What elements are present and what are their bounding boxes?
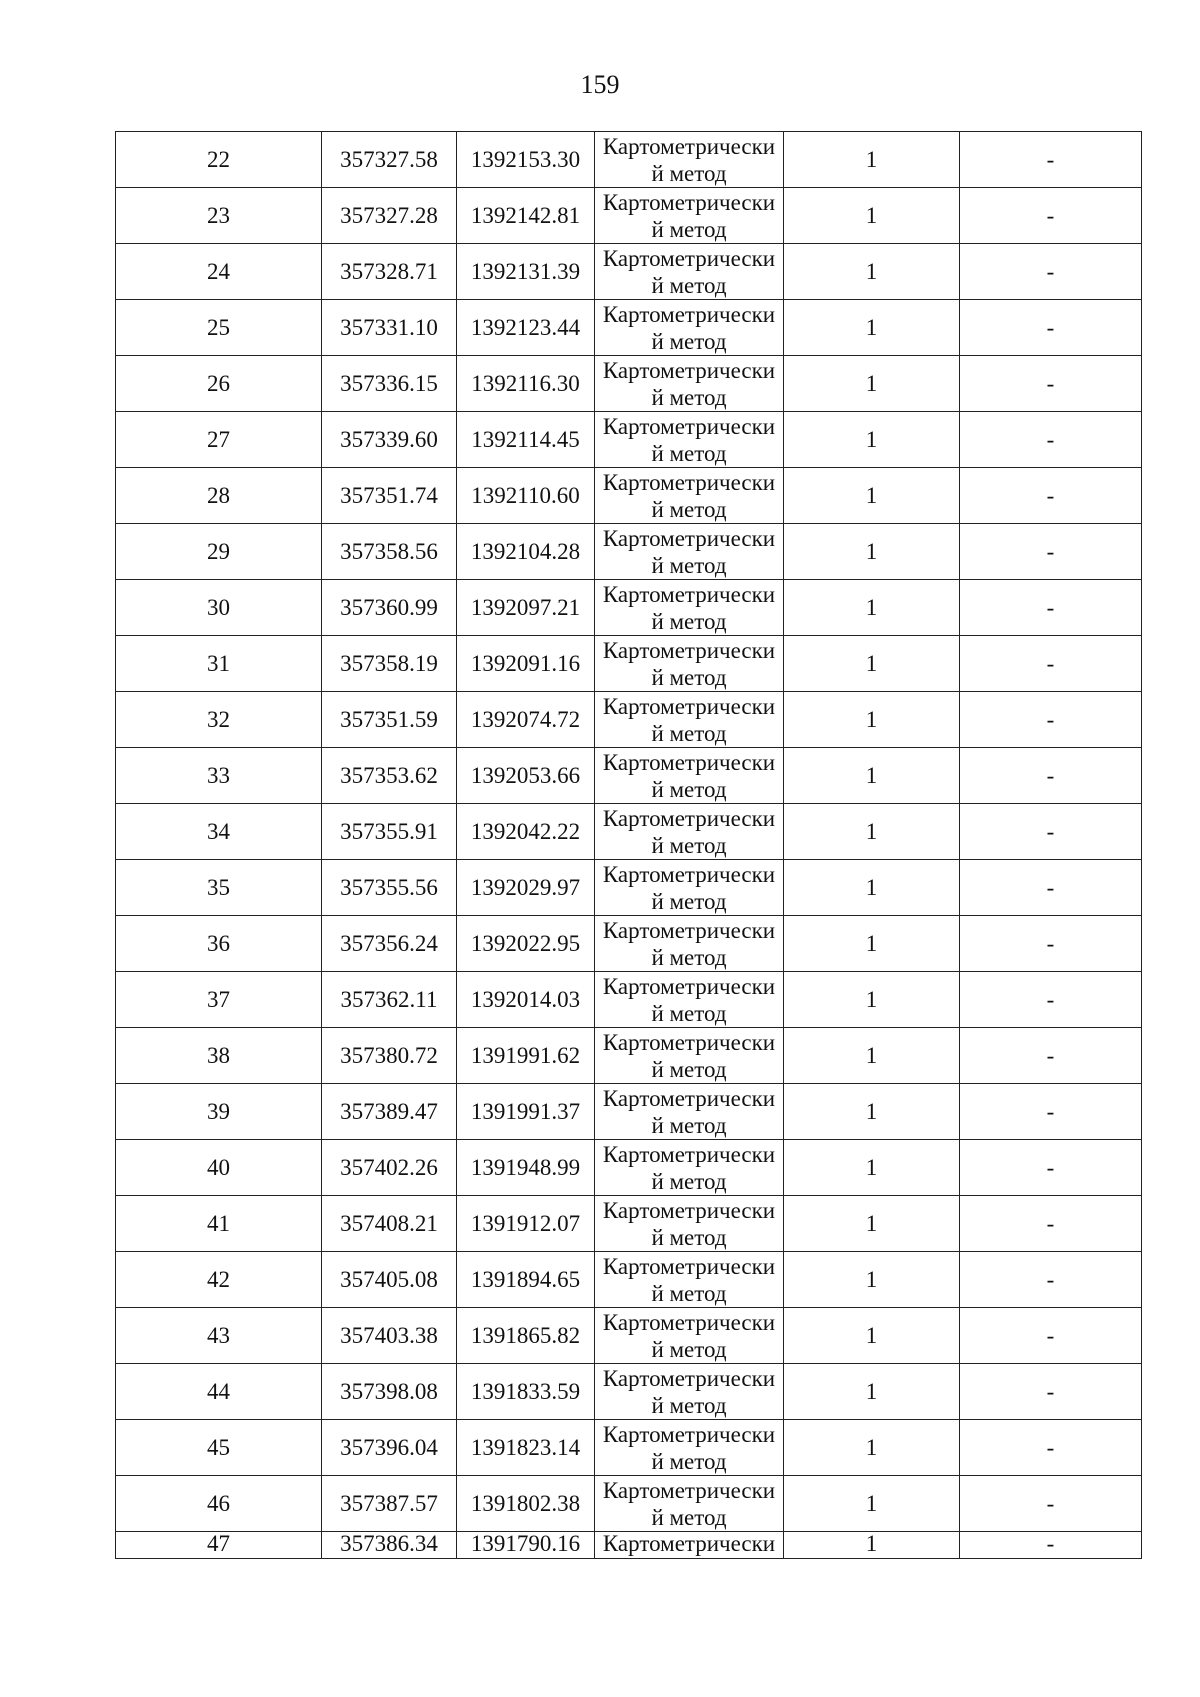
- y-coordinate-cell: 1391991.62: [457, 1028, 595, 1084]
- method-cell: [595, 188, 784, 244]
- note-cell: -: [960, 244, 1142, 300]
- note-cell: -: [960, 132, 1142, 188]
- accuracy-cell: 1: [784, 748, 960, 804]
- point-number-cell: 41: [116, 1196, 322, 1252]
- table-row: [116, 1420, 1142, 1476]
- table-row: [116, 1532, 1142, 1559]
- point-number-cell: 27: [116, 412, 322, 468]
- y-coordinate-cell: 1391790.16: [457, 1532, 595, 1559]
- accuracy-cell: 1: [784, 860, 960, 916]
- method-line-2: й метод: [651, 1112, 727, 1138]
- x-coordinate-cell: 357351.59: [322, 692, 457, 748]
- table-row: [116, 1308, 1142, 1364]
- x-coordinate-cell: 357356.24: [322, 916, 457, 972]
- x-coordinate-cell: 357403.38: [322, 1308, 457, 1364]
- accuracy-cell: 1: [784, 1196, 960, 1252]
- accuracy-cell: 1: [784, 692, 960, 748]
- x-coordinate-cell: 357351.74: [322, 468, 457, 524]
- accuracy-cell: 1: [784, 1028, 960, 1084]
- method-line-2: й метод: [651, 888, 727, 914]
- table-row: [116, 580, 1142, 636]
- y-coordinate-cell: 1391948.99: [457, 1140, 595, 1196]
- method-cell: [595, 748, 784, 804]
- method-line-1: Картометрически: [602, 413, 776, 439]
- note-cell: -: [960, 1532, 1142, 1559]
- note-cell: -: [960, 1084, 1142, 1140]
- method-cell: [595, 1140, 784, 1196]
- method-line-2: й метод: [651, 1000, 727, 1026]
- method-line-1: Картометрически: [602, 245, 776, 271]
- method-cell: [595, 1420, 784, 1476]
- point-number-cell: 33: [116, 748, 322, 804]
- accuracy-cell: 1: [784, 468, 960, 524]
- accuracy-cell: 1: [784, 356, 960, 412]
- note-cell: -: [960, 1364, 1142, 1420]
- note-cell: -: [960, 636, 1142, 692]
- y-coordinate-cell: 1392116.30: [457, 356, 595, 412]
- accuracy-cell: 1: [784, 244, 960, 300]
- method-line-2: й метод: [651, 1056, 727, 1082]
- note-cell: -: [960, 468, 1142, 524]
- table-row: [116, 1028, 1142, 1084]
- accuracy-cell: 1: [784, 524, 960, 580]
- table-row: [116, 860, 1142, 916]
- y-coordinate-cell: 1392114.45: [457, 412, 595, 468]
- method-line-2: й метод: [651, 440, 727, 466]
- y-coordinate-cell: 1392153.30: [457, 132, 595, 188]
- point-number-cell: 40: [116, 1140, 322, 1196]
- y-coordinate-cell: 1392142.81: [457, 188, 595, 244]
- y-coordinate-cell: 1391833.59: [457, 1364, 595, 1420]
- method-line-1: Картометрически: [602, 749, 776, 775]
- method-cell: [595, 860, 784, 916]
- note-cell: -: [960, 804, 1142, 860]
- x-coordinate-cell: 357358.19: [322, 636, 457, 692]
- y-coordinate-cell: 1392104.28: [457, 524, 595, 580]
- method-line-2: й метод: [651, 160, 727, 186]
- method-cell: [595, 132, 784, 188]
- method-cell: [595, 1308, 784, 1364]
- page-number: 159: [580, 70, 620, 99]
- accuracy-cell: 1: [784, 972, 960, 1028]
- accuracy-cell: 1: [784, 412, 960, 468]
- method-line-2: й метод: [651, 216, 727, 242]
- method-line-1: Картометрически: [602, 805, 776, 831]
- note-cell: -: [960, 1308, 1142, 1364]
- accuracy-cell: 1: [784, 1140, 960, 1196]
- note-cell: -: [960, 300, 1142, 356]
- accuracy-cell: 1: [784, 1308, 960, 1364]
- x-coordinate-cell: 357389.47: [322, 1084, 457, 1140]
- y-coordinate-cell: 1392131.39: [457, 244, 595, 300]
- x-coordinate-cell: 357358.56: [322, 524, 457, 580]
- method-cell: [595, 468, 784, 524]
- method-line-2: й метод: [651, 384, 727, 410]
- method-cell: [595, 244, 784, 300]
- point-number-cell: 26: [116, 356, 322, 412]
- method-cell: [595, 356, 784, 412]
- method-line-1: Картометрически: [602, 525, 776, 551]
- method-line-1: Картометрически: [602, 1309, 776, 1335]
- y-coordinate-cell: 1392029.97: [457, 860, 595, 916]
- x-coordinate-cell: 357362.11: [322, 972, 457, 1028]
- x-coordinate-cell: 357327.58: [322, 132, 457, 188]
- x-coordinate-cell: 357353.62: [322, 748, 457, 804]
- method-line-1: Картометрически: [602, 189, 776, 215]
- point-number-cell: 31: [116, 636, 322, 692]
- note-cell: -: [960, 1196, 1142, 1252]
- x-coordinate-cell: 357380.72: [322, 1028, 457, 1084]
- note-cell: -: [960, 412, 1142, 468]
- point-number-cell: 39: [116, 1084, 322, 1140]
- x-coordinate-cell: 357355.56: [322, 860, 457, 916]
- point-number-cell: 35: [116, 860, 322, 916]
- method-line-1: Картометрически: [602, 1029, 776, 1055]
- method-cell: [595, 1084, 784, 1140]
- point-number-cell: 47: [116, 1532, 322, 1559]
- note-cell: -: [960, 1420, 1142, 1476]
- accuracy-cell: 1: [784, 1252, 960, 1308]
- point-number-cell: 45: [116, 1420, 322, 1476]
- note-cell: -: [960, 916, 1142, 972]
- note-cell: -: [960, 1476, 1142, 1532]
- method-cell: [595, 1196, 784, 1252]
- table-row: [116, 1196, 1142, 1252]
- point-number-cell: 44: [116, 1364, 322, 1420]
- y-coordinate-cell: 1392053.66: [457, 748, 595, 804]
- y-coordinate-cell: 1391912.07: [457, 1196, 595, 1252]
- accuracy-cell: 1: [784, 132, 960, 188]
- table-row: [116, 916, 1142, 972]
- method-line-1: Картометрически: [602, 917, 776, 943]
- table-row: [116, 300, 1142, 356]
- note-cell: -: [960, 1028, 1142, 1084]
- y-coordinate-cell: 1391894.65: [457, 1252, 595, 1308]
- x-coordinate-cell: 357328.71: [322, 244, 457, 300]
- method-line-2: й метод: [651, 720, 727, 746]
- method-line-2: й метод: [651, 832, 727, 858]
- method-cell: [595, 972, 784, 1028]
- method-line-1: Картометрически: [602, 637, 776, 663]
- table-row: [116, 468, 1142, 524]
- method-cell: [595, 1476, 784, 1532]
- note-cell: -: [960, 580, 1142, 636]
- accuracy-cell: 1: [784, 580, 960, 636]
- table-row: [116, 804, 1142, 860]
- table-row: [116, 748, 1142, 804]
- note-cell: -: [960, 748, 1142, 804]
- accuracy-cell: 1: [784, 1476, 960, 1532]
- table-row: [116, 524, 1142, 580]
- table-row: [116, 188, 1142, 244]
- method-line-1: Картометрически: [602, 1253, 776, 1279]
- x-coordinate-cell: 357331.10: [322, 300, 457, 356]
- method-line-2: й метод: [651, 608, 727, 634]
- table-row: [116, 356, 1142, 412]
- table-row: [116, 1252, 1142, 1308]
- accuracy-cell: 1: [784, 916, 960, 972]
- point-number-cell: 38: [116, 1028, 322, 1084]
- x-coordinate-cell: 357355.91: [322, 804, 457, 860]
- x-coordinate-cell: 357339.60: [322, 412, 457, 468]
- method-line-2: й метод: [651, 1280, 727, 1306]
- y-coordinate-cell: 1391823.14: [457, 1420, 595, 1476]
- x-coordinate-cell: 357336.15: [322, 356, 457, 412]
- table-row: [116, 1140, 1142, 1196]
- method-line-1: Картометрически: [602, 301, 776, 327]
- note-cell: -: [960, 972, 1142, 1028]
- accuracy-cell: 1: [784, 1532, 960, 1559]
- method-cell: [595, 692, 784, 748]
- method-line-2: й метод: [651, 272, 727, 298]
- table-row: [116, 636, 1142, 692]
- x-coordinate-cell: 357327.28: [322, 188, 457, 244]
- method-line-1: Картометрически: [602, 1141, 776, 1167]
- note-cell: -: [960, 1140, 1142, 1196]
- point-number-cell: 29: [116, 524, 322, 580]
- point-number-cell: 25: [116, 300, 322, 356]
- method-line-2: й метод: [651, 328, 727, 354]
- method-cell: [595, 636, 784, 692]
- method-line-1: Картометрически: [602, 1477, 776, 1503]
- method-cell: [595, 580, 784, 636]
- point-number-cell: 34: [116, 804, 322, 860]
- method-line-1: Картометрически: [602, 1085, 776, 1111]
- table-row: [116, 412, 1142, 468]
- method-line-1: Картометрически: [602, 1365, 776, 1391]
- method-line-1: Картометрически: [602, 1197, 776, 1223]
- point-number-cell: 46: [116, 1476, 322, 1532]
- point-number-cell: 23: [116, 188, 322, 244]
- point-number-cell: 30: [116, 580, 322, 636]
- note-cell: -: [960, 860, 1142, 916]
- method-line-2: й метод: [651, 1168, 727, 1194]
- x-coordinate-cell: 357386.34: [322, 1532, 457, 1559]
- method-line-1: Картометрически: [602, 469, 776, 495]
- x-coordinate-cell: 357387.57: [322, 1476, 457, 1532]
- point-number-cell: 28: [116, 468, 322, 524]
- y-coordinate-cell: 1391865.82: [457, 1308, 595, 1364]
- point-number-cell: 36: [116, 916, 322, 972]
- accuracy-cell: 1: [784, 1364, 960, 1420]
- point-number-cell: 42: [116, 1252, 322, 1308]
- method-line-2: й метод: [651, 1224, 727, 1250]
- method-line-1: Картометрически: [602, 1531, 776, 1556]
- method-cell: [595, 1532, 784, 1559]
- method-line-2: й метод: [651, 1336, 727, 1362]
- note-cell: -: [960, 356, 1142, 412]
- method-line-1: Картометрически: [602, 693, 776, 719]
- point-number-cell: 22: [116, 132, 322, 188]
- method-line-1: Картометрически: [602, 861, 776, 887]
- y-coordinate-cell: 1392042.22: [457, 804, 595, 860]
- accuracy-cell: 1: [784, 1420, 960, 1476]
- y-coordinate-cell: 1392022.95: [457, 916, 595, 972]
- table-row: [116, 692, 1142, 748]
- point-number-cell: 32: [116, 692, 322, 748]
- method-cell: [595, 916, 784, 972]
- x-coordinate-cell: 357402.26: [322, 1140, 457, 1196]
- method-line-1: Картометрически: [602, 1421, 776, 1447]
- method-cell: [595, 1252, 784, 1308]
- table-row: [116, 132, 1142, 188]
- table-row: [116, 1084, 1142, 1140]
- method-line-2: й метод: [651, 664, 727, 690]
- method-line-1: Картометрически: [602, 133, 776, 159]
- y-coordinate-cell: 1392123.44: [457, 300, 595, 356]
- point-number-cell: 24: [116, 244, 322, 300]
- method-cell: [595, 1028, 784, 1084]
- y-coordinate-cell: 1392074.72: [457, 692, 595, 748]
- method-line-1: Картометрически: [602, 357, 776, 383]
- accuracy-cell: 1: [784, 804, 960, 860]
- x-coordinate-cell: 357398.08: [322, 1364, 457, 1420]
- table-row: [116, 244, 1142, 300]
- table-row: [116, 1476, 1142, 1532]
- accuracy-cell: 1: [784, 636, 960, 692]
- method-line-2: й метод: [651, 776, 727, 802]
- note-cell: -: [960, 692, 1142, 748]
- method-line-1: Картометрически: [602, 973, 776, 999]
- note-cell: -: [960, 524, 1142, 580]
- point-number-cell: 37: [116, 972, 322, 1028]
- method-cell: [595, 300, 784, 356]
- table-body: [116, 132, 1142, 1559]
- y-coordinate-cell: 1391991.37: [457, 1084, 595, 1140]
- note-cell: -: [960, 1252, 1142, 1308]
- y-coordinate-cell: 1392014.03: [457, 972, 595, 1028]
- y-coordinate-cell: 1392091.16: [457, 636, 595, 692]
- method-cell: [595, 524, 784, 580]
- y-coordinate-cell: 1392110.60: [457, 468, 595, 524]
- y-coordinate-cell: 1392097.21: [457, 580, 595, 636]
- x-coordinate-cell: 357396.04: [322, 1420, 457, 1476]
- table-row: [116, 1364, 1142, 1420]
- method-cell: [595, 1364, 784, 1420]
- method-line-1: Картометрически: [602, 581, 776, 607]
- method-line-2: й метод: [651, 496, 727, 522]
- method-line-2: й метод: [651, 1504, 727, 1530]
- accuracy-cell: 1: [784, 188, 960, 244]
- x-coordinate-cell: 357405.08: [322, 1252, 457, 1308]
- table-row: [116, 972, 1142, 1028]
- accuracy-cell: 1: [784, 1084, 960, 1140]
- x-coordinate-cell: 357360.99: [322, 580, 457, 636]
- method-line-2: й метод: [651, 1392, 727, 1418]
- method-cell: [595, 412, 784, 468]
- note-cell: -: [960, 188, 1142, 244]
- method-cell: [595, 804, 784, 860]
- point-number-cell: 43: [116, 1308, 322, 1364]
- y-coordinate-cell: 1391802.38: [457, 1476, 595, 1532]
- method-line-2: й метод: [651, 1448, 727, 1474]
- method-line-2: й метод: [651, 944, 727, 970]
- method-line-2: й метод: [651, 552, 727, 578]
- coordinates-table: [115, 131, 1142, 1559]
- x-coordinate-cell: 357408.21: [322, 1196, 457, 1252]
- accuracy-cell: 1: [784, 300, 960, 356]
